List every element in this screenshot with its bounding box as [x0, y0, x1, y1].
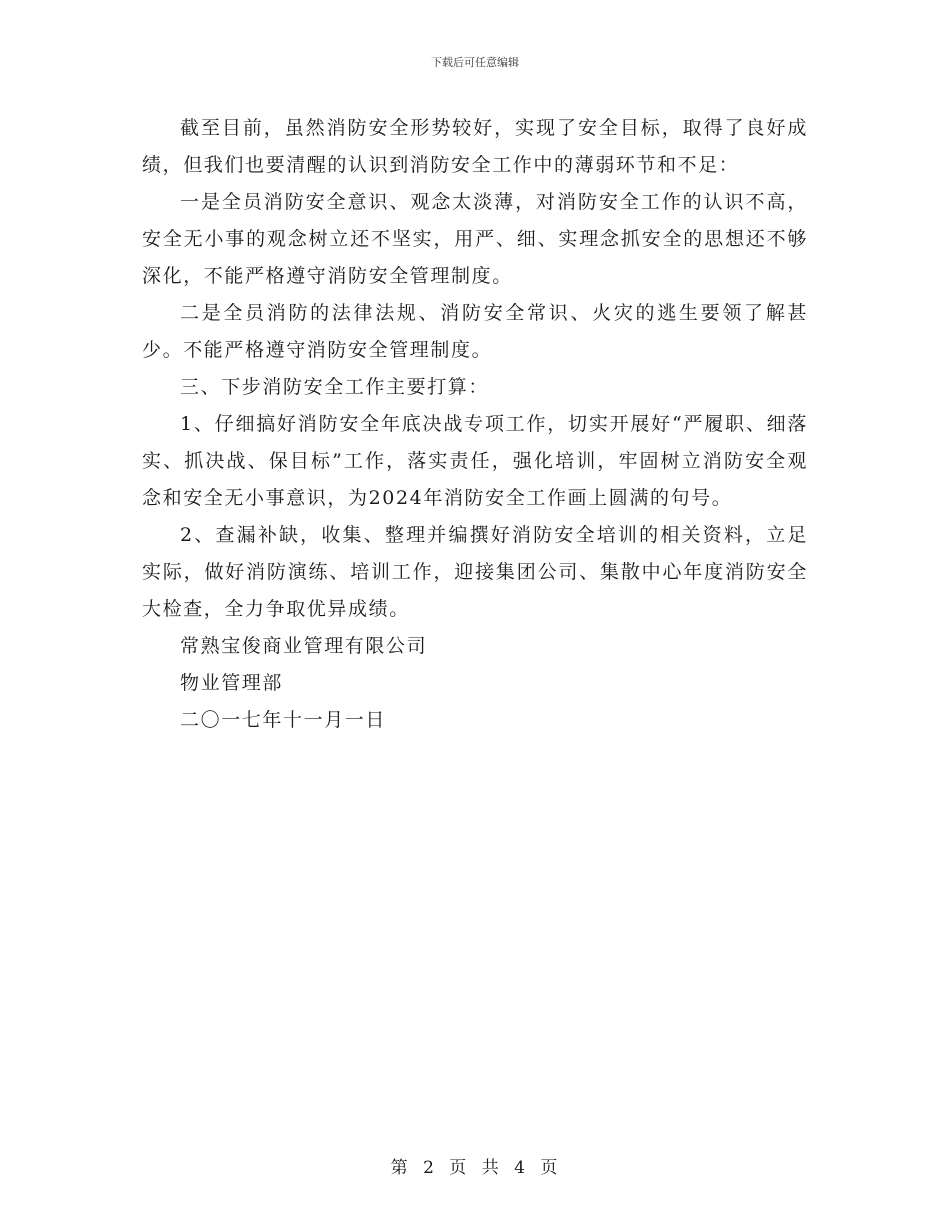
paragraph-plan-one: 1、仔细搞好消防安全年底决战专项工作，切实开展好“严履职、细落实、抓决战、保目标”工作，落实责任，强化培训，牢固树立消防安全观念和安全无小事意识，为2024年消防安全工作画上圆满的句号。: [142, 413, 808, 509]
signature-department: 物业管理部: [180, 672, 284, 694]
paragraph-summary: 截至目前，虽然消防安全形势较好，实现了安全目标，取得了良好成绩，但我们也要清醒的认识到消防安全工作中的薄弱环节和不足：: [142, 117, 808, 176]
paragraph-plan-two: 2、查漏补缺，收集、整理并编撰好消防安全培训的相关资料，立足实际，做好消防演练、培训工作，迎接集团公司、集散中心年度消防安全大检查，全力争取优异成绩。: [142, 524, 808, 620]
paragraph-issue-two: 二是全员消防的法律法规、消防安全常识、火灾的逃生要领了解甚少。不能严格遵守消防安全管理制度。: [142, 302, 808, 361]
signature-date: 二〇一七年十一月一日: [180, 709, 387, 731]
signature-company: 常熟宝俊商业管理有限公司: [180, 635, 428, 657]
section-heading-plan: 三、下步消防安全工作主要打算：: [180, 376, 490, 398]
page-number: 第 2 页 共 4 页: [390, 1158, 560, 1178]
paragraph-issue-one: 一是全员消防安全意识、观念太淡薄，对消防安全工作的认识不高，安全无小事的观念树立还不坚实，用严、细、实理念抓安全的思想还不够深化，不能严格遵守消防安全管理制度。: [142, 191, 808, 287]
document-body: [142, 110, 808, 739]
page-header-note: 下载后可任意编辑: [431, 56, 519, 69]
